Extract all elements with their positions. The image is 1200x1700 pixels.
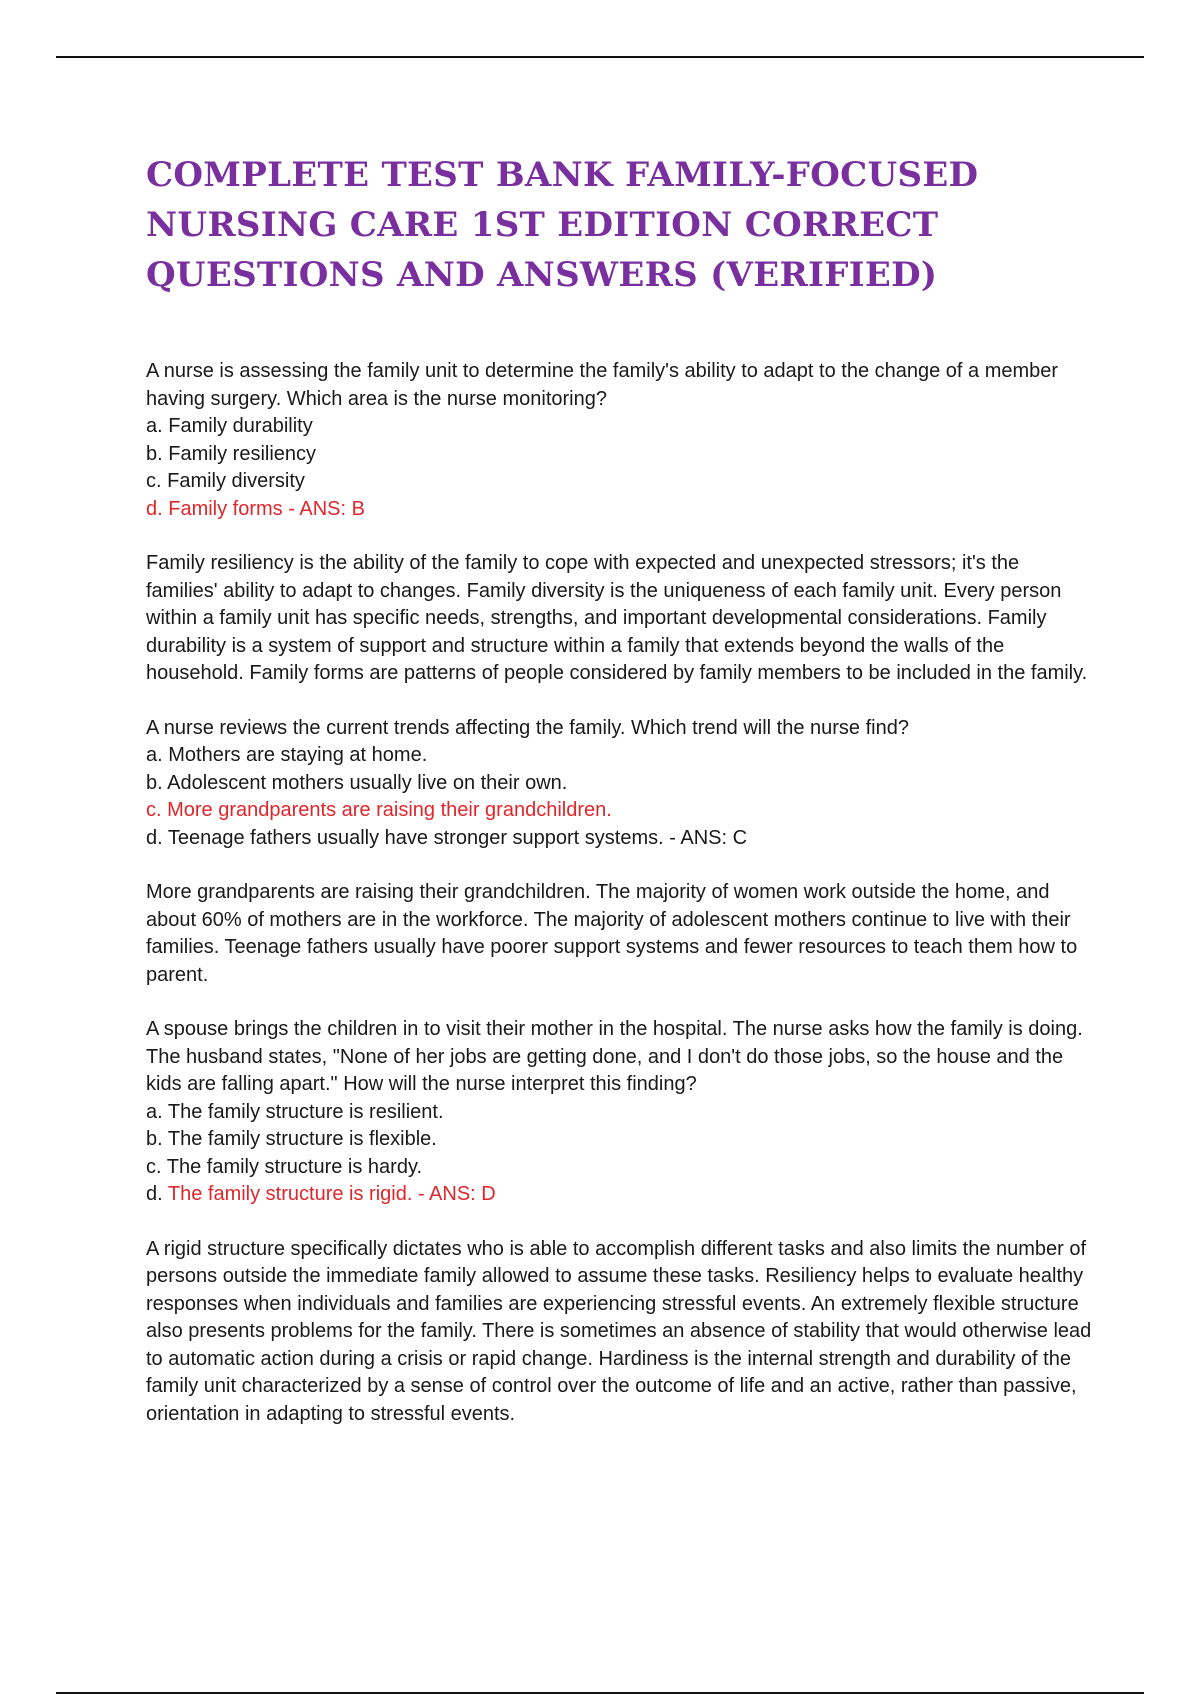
question-stem: A nurse reviews the current trends affecting the family. Which trend will the nurse find? xyxy=(146,716,909,739)
question-3 xyxy=(146,1016,1096,1209)
answer-option: a. Family durability xyxy=(146,415,313,437)
top-rule xyxy=(56,56,1144,58)
answer-option-prefix: d. xyxy=(146,1183,168,1205)
answer-option-highlighted: c. More grandparents are raising their grandchildren. xyxy=(146,799,612,821)
answer-option: b. The family structure is flexible. xyxy=(146,1128,437,1150)
answer-option-d xyxy=(146,1181,1096,1209)
answer-option: d. Teenage fathers usually have stronger support systems. - ANS: C xyxy=(146,826,748,849)
document-body xyxy=(146,150,1096,1455)
answer-option: a. The family structure is resilient. xyxy=(146,1100,444,1123)
rationale-3: A rigid structure specifically dictates who is able to accomplish different tasks and also limits the number of persons outside the immediate family allowed to assume these tasks. Resiliency helps to evaluate healthy responses when individuals and families are experiencing stressful events. An extremely flexible structure also presents problems for the family. There is sometimes an absence of stability that would otherwise lead to automatic action during a crisis or rapid change. Hardiness is the internal strength and durability of the family unit characterized by a sense of control over the outcome of life and an active, rather than passive, orientation in adapting to stressful events. xyxy=(146,1237,1092,1425)
bottom-rule xyxy=(56,1692,1144,1694)
answer-option: c. Family diversity xyxy=(146,470,305,492)
question-1 xyxy=(146,358,1096,523)
question-stem: A nurse is assessing the family unit to determine the family's ability to adapt to the change of a member having surgery. Which area is the nurse monitoring? xyxy=(146,360,1059,410)
answer-option: b. Adolescent mothers usually live on their own. xyxy=(146,771,568,794)
answer-option: c. The family structure is hardy. xyxy=(146,1155,423,1178)
rationale-2: More grandparents are raising their grandchildren. The majority of women work outside the home, and about 60% of mothers are in the workforce. The majority of adolescent mothers continue to live with their families. Teenage fathers usually have poorer support systems and fewer resources to teach them how to parent. xyxy=(146,881,1078,986)
answer-option: b. Family resiliency xyxy=(146,442,317,465)
question-2 xyxy=(146,715,1096,853)
answer-option: a. Mothers are staying at home. xyxy=(146,744,428,766)
answer-option-highlighted: The family structure is rigid. - ANS: D xyxy=(167,1183,496,1205)
question-stem: A spouse brings the children in to visit their mother in the hospital. The nurse asks how the family is doing. The husband states, "None of her jobs are getting done, and I don't do those jobs, so the house and the kids are falling apart." How will the nurse interpret this finding? xyxy=(146,1018,1083,1095)
answer-option-highlighted: d. Family forms - ANS: B xyxy=(146,497,365,520)
rationale-1: Family resiliency is the ability of the family to cope with expected and unexpected stressors; it's the families' ability to adapt to changes. Family diversity is the uniqueness of each family unit. Every person within a family unit has specific needs, strengths, and important developmental considerations. Family durability is a system of support and structure within a family that extends beyond the walls of the household. Family forms are patterns of people considered by family members to be included in the family. xyxy=(146,552,1088,684)
document-title: COMPLETE TEST BANK FAMILY-FOCUSED NURSING CARE 1ST EDITION CORRECT QUESTIONS AND ANSWERS (VERIFIED) xyxy=(146,155,979,295)
